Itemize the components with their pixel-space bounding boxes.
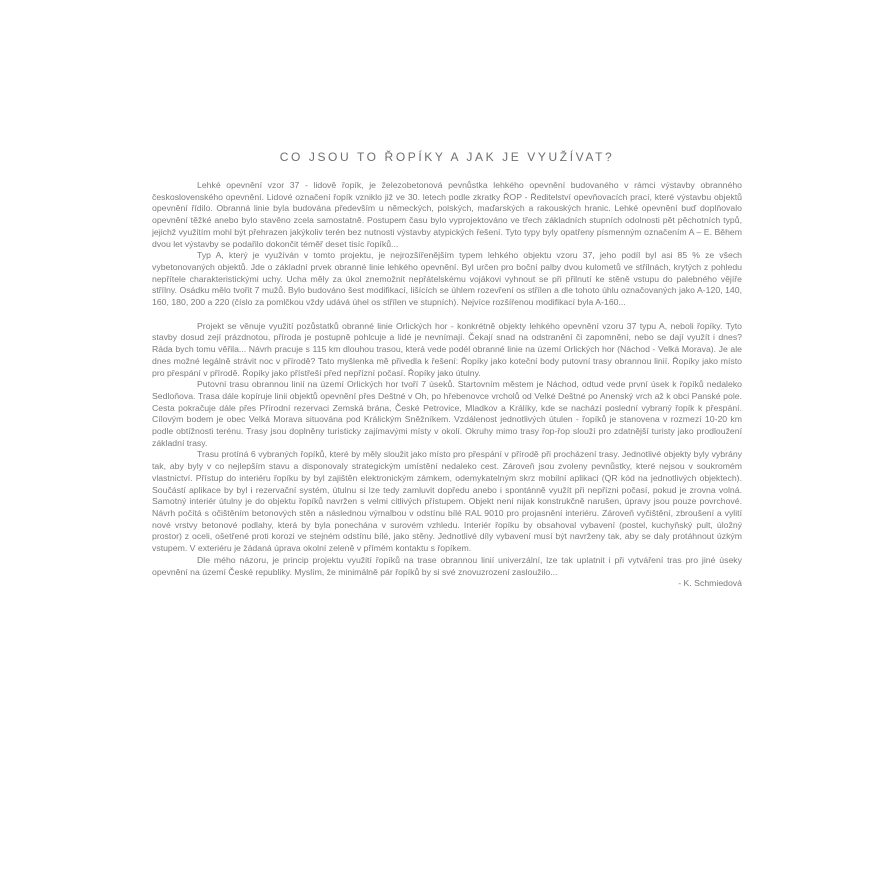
page-title: CO JSOU TO ŘOPÍKY A JAK JE VYUŽÍVAT? <box>279 150 615 164</box>
paragraph: Typ A, který je využíván v tomto projektu, je nejrozšířenějším typem lehkého objektu vzoru 37, jeho podíl byl asi 85 % ze všech vybetonovaných objektů. Jde o základní prvek obranné linie lehkého opevnění. Byl určen pro boční palby dvou kulometů ve střílnách, krytých z pohledu nepřítele charakteristickými uchy. Ucha měly za úkol znemožnit nepřátelskému vojákovi vyhnout se při přilnutí ke stěně vstupu do palebného vějíře střílny. Osádku mělo tvořit 7 mužů. Bylo budováno šest modifikací, lišících se úhlem rozevření os střílen a dle tohoto úhlu označovaných jako A-120, 140, 160, 180, 200 a 220 (číslo za pomlčkou vždy udává úhel os střílen ve stupních). Nejvíce rozšířenou modifikací byla A-160... <box>152 250 742 308</box>
author-signature: - K. Schmiedová <box>678 578 742 589</box>
paragraph: Projekt se věnuje využití pozůstatků obranné linie Orlických hor - konkrétně objekty lehkého opevnění vzoru 37 typu A, neboli řopíky. Tyto stavby dosud zejí prázdnotou, příroda je postupně pohlcuje a lidé je nevnímají. Čekají snad na odstranění či zapomnění, nebo se dají využít i dnes? Ráda bych tomu věřila... Návrh pracuje s 115 km dlouhou trasou, která vede podél obranné linie na území Orlických hor (Náchod - Velká Morava). Je ale dnes možné legálně strávit noc v přírodě? Tato myšlenka mě přivedla k řešení: Řopíky jako koteční body putovní trasy obrannou linií. Řopíky jako místo pro přespání v přírodě. Řopíky jako přístřeší před nepřízní počasí. Řopíky jako útulny. <box>152 320 742 378</box>
paragraph: Putovní trasu obrannou linií na území Orlických hor tvoří 7 úseků. Startovním městem je Náchod, odtud vede první úsek k řopíků nedaleko Sedloňova. Trasa dále kopíruje linii objektů opevnění přes Deštné v Oh, po hřebenovce vrcholů od Velké Deštné po Anenský vrch až k obci Panské pole. Cesta pokračuje dále přes Přírodní rezervaci Zemská brána, České Petrovice, Mladkov a Králíky, kde se nachází poslední vybraný řopík k přespání. Cílovým bodem je obec Velká Morava situována pod Králickým Sněžníkem. Vzdálenost jednotlivých útulen - řopíků je stanovena v rozmezí 10-20 km podle obtížnosti terénu. Trasy jsou doplněny turisticky zajímavými místy v okolí. Okruhy mimo trasy řop-řop slouží pro zdatnější turisty jako prodloužení základní trasy. <box>152 379 742 448</box>
paragraph: Lehké opevnění vzor 37 - lidově řopík, je železobetonová pevnůstka lehkého opevnění budovaného v rámci výstavby obranného československého opevnění. Lidové označení řopík vzniklo již ve 30. letech podle zkratky ŘOP - Ředitelství opevňovacích prací, které výstavbu objektů opevnění řídilo. Obranná linie byla budována především u německých, polských, maďarských a rakouských hranic. Lehké opevnění buď doplňovalo opevnění těžké anebo bylo stavěno zcela samostatně. Postupem času bylo vyprojektováno ve třech základních stupních odolnosti pět pěchotních typů, jejichž využitím mohl být přehrazen jakýkoliv terén bez nutnosti výstavby atypických řešení. Tyto typy byly opatřeny písmenným označením A – E. Během dvou let výstavby se podařilo dokončit téměř deset tisíc řopíků... <box>152 180 742 249</box>
document-page <box>152 150 742 590</box>
paragraph: Dle mého názoru, je princip projektu využití řopíků na trase obrannou linií univerzální, lze tak uplatnit i při vytváření tras pro jiné úseky opevnění na území České republiky. Myslím, že minimálně pár řopíků by si své znovuzrození zasloužilo... <box>152 554 742 577</box>
section-divider <box>152 309 742 321</box>
paragraph: Trasu protíná 6 vybraných řopíků, které by měly sloužit jako místo pro přespání v přírodě při procházení trasy. Jednotlivé objekty byly vybrány tak, aby byly v co nejlepším stavu a disponovaly strategickým umístění nedaleko cest. Zároveň jsou zvoleny pevnůstky, které nejsou v soukromém vlastnictví. Přístup do interiéru řopíku by byl zajištěn elektronickým zámkem, odemykatelným skrz mobilní aplikaci (QR kód na jednotlivých objektech). Součástí aplikace by byl i rezervační systém, útulnu si lze tedy zamluvit dopředu anebo i spontánně využít při nepřízni počasí, pokud je zrovna volná. Samotný interiér útulny je do objektu řopíků navržen s velmi citlivých přístupem. Objekt není nijak konstrukčně narušen, úpravy jsou pouze povrchové. Návrh počítá s očištěním betonových stěn a následnou výmalbou v odstínu bílé RAL 9010 pro projasnění interiéru. Zároveň vyčištění, zbroušení a vylití nové vrstvy betonové podlahy, která by byla ponechána v surovém vzhledu. Interiér řopíku by obsahoval vybavení (postel, kuchyňský pult, úložný prostor) z oceli, ošetřené proti korozi ve stejném odstínu bílé, jako stěny. Jednotlivé díly vybavení musí být navrženy tak, aby se daly protáhnout úzkým vstupem. V exteriéru je žádaná úprava okolní zeleně v přímém kontaktu s řopíkem. <box>152 449 742 554</box>
